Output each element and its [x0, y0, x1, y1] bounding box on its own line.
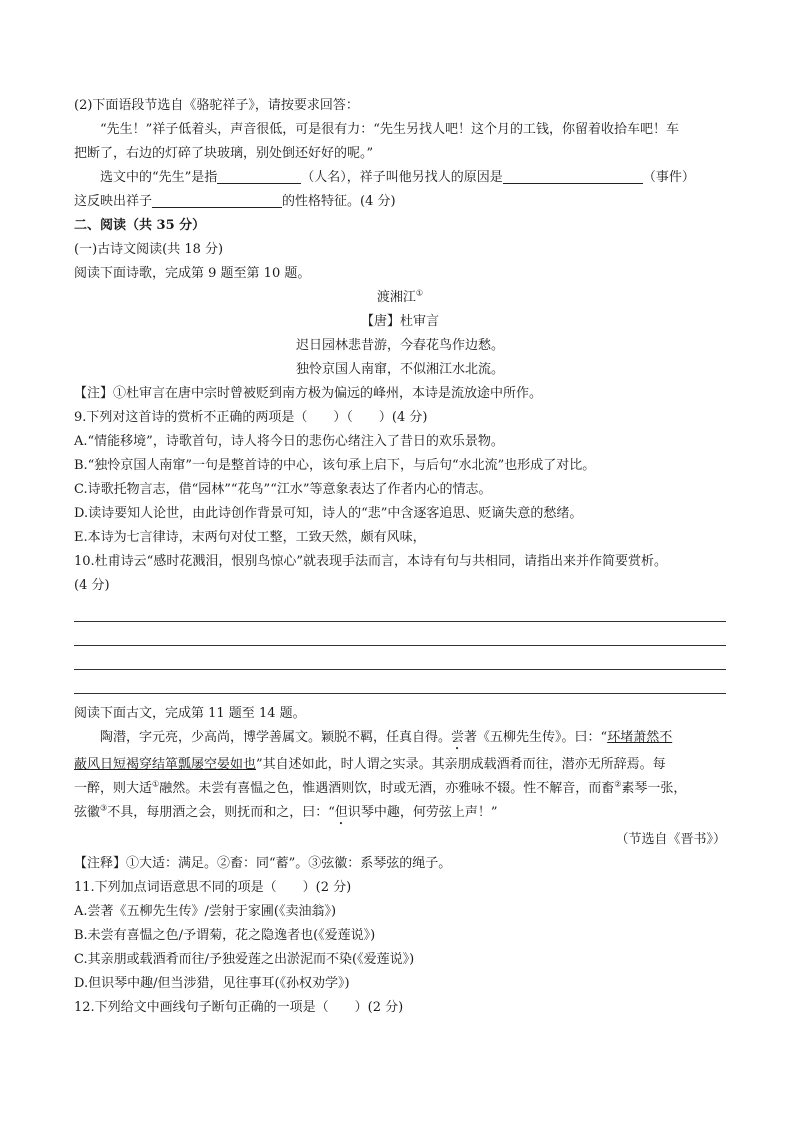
prose-dotted-word: 尝 — [451, 730, 465, 745]
answer-blank-name[interactable] — [217, 168, 301, 184]
prose-text: 识琴中趣，何劳弦上声！” — [347, 805, 498, 820]
prose-text: 陶潜，字元亮，少高尚，博学善属文。颖脱不羁，任真自得。 — [100, 730, 452, 745]
prose-dotted-word: 但 — [334, 805, 348, 820]
q9-option-c: C.诗歌托物言志，借“园林”“花鸟”“江水”等意象表达了作者内心的情志。 — [74, 482, 492, 497]
exam-page — [74, 94, 726, 1020]
q2-passage-line-1: “先生！”祥子低着头，声音很低，可是很有力：“先生另找人吧！这个月的工钱，你留着收拾车吧！车 — [100, 122, 679, 137]
prose-underlined-sentence: 环堵萧然不 — [607, 730, 673, 745]
poem-title-note: ① — [415, 288, 424, 298]
q2-question-c: （事件） — [642, 170, 695, 185]
answer-blank-trait[interactable] — [152, 192, 282, 208]
q9-option-b: B.“独怜京国人南窜”一句是整首诗的中心，该句承上启下，与后句“水北流”也形成了对比。 — [74, 458, 596, 473]
q2-question-d: 这反映出祥子 — [74, 194, 153, 209]
q2-question-e: 的性格特征。(4 分) — [282, 194, 396, 209]
prose-source: （节选自《晋书》） — [615, 832, 726, 847]
q10-points: (4 分) — [74, 578, 110, 593]
q9-option-d: D.读诗要知人论世，由此诗创作背景可知，诗人的“悲”中含逐客追思、贬谪失意的愁绪。 — [74, 506, 583, 521]
prose-instruction: 阅读下面古文，完成第 11 题至 14 题。 — [74, 706, 306, 721]
q2-question-line-2 — [74, 190, 726, 214]
section-2-subtitle: (一)古诗文阅读(共 18 分) — [74, 242, 224, 257]
poem-title: 渡湘江 — [376, 290, 416, 305]
footnote-mark: ② — [614, 779, 622, 789]
prose-line-1 — [74, 726, 726, 753]
answer-line-4[interactable] — [74, 670, 726, 694]
prose-notes: 【注释】①大适：满足。②畜：同“蓄”。③弦徽：系琴弦的绳子。 — [74, 856, 452, 871]
q9-option-a: A.“情能移境”，诗歌首句，诗人将今日的悲伤心绪注入了昔日的欢乐景物。 — [74, 434, 504, 449]
q2-intro: (2)下面语段节选自《骆驼祥子》，请按要求回答： — [74, 98, 359, 113]
q2-question-b: （人名），祥子叫他另找人的原因是 — [301, 170, 503, 185]
prose-text: 素琴一张， — [621, 781, 687, 796]
q2-passage-line-2: 把断了，右边的灯碎了块玻璃，别处倒还好好的呢。” — [74, 146, 374, 161]
poem-line-1: 迟日园林悲昔游，今春花鸟作边愁。 — [295, 338, 504, 353]
q11-option-a: A.尝著《五柳先生传》/尝射于家圃(《卖油翁》) — [74, 904, 337, 919]
poem-title-line — [74, 286, 726, 310]
poem-note: 【注】①杜审言在唐中宗时曾被贬到南方极为偏远的峰州，本诗是流放途中所作。 — [74, 386, 543, 401]
prose-underlined-sentence: 蔽风日短褐穿结箪瓢屡空晏如也 — [74, 757, 257, 772]
q11-option-b: B.未尝有喜愠之色/予谓菊，花之隐逸者也(《爱莲说》) — [74, 928, 376, 943]
q9-stem: 9.下列对这首诗的赏析不正确的两项是（ ）（ ）(4 分) — [74, 410, 428, 425]
prose-text: ”其自述如此，时人谓之实录。其亲朋成载酒肴而往，潜亦无所辞焉。每 — [256, 757, 666, 772]
poem-instruction: 阅读下面诗歌，完成第 9 题至第 10 题。 — [74, 266, 311, 281]
prose-text: 不具，每朋酒之会，则抚而和之，曰：“ — [107, 805, 335, 820]
answer-blank-event[interactable] — [503, 168, 643, 184]
q11-stem: 11.下列加点词语意思不同的项是（ ）(2 分) — [74, 880, 352, 895]
q11-option-d: D.但识琴中趣/但当涉猎，见往事耳(《孙权劝学》) — [74, 976, 350, 991]
footnote-mark: ③ — [100, 803, 108, 813]
prose-text: 融然。未尝有喜愠之色，惟遇酒则饮，时或无酒，亦雅咏不辍。性不解音，而畜 — [159, 781, 615, 796]
answer-line-3[interactable] — [74, 646, 726, 670]
footnote-mark: ① — [152, 779, 160, 789]
prose-line-2 — [74, 753, 726, 777]
answer-line-2[interactable] — [74, 622, 726, 646]
prose-line-4 — [74, 801, 726, 828]
q2-question-a: 选文中的“先生”是指 — [100, 170, 218, 185]
q2-question-line-1 — [74, 166, 726, 190]
poem-author: 【唐】杜审言 — [360, 314, 439, 329]
prose-text: 著《五柳先生传》。曰：“ — [464, 730, 608, 745]
q11-option-c: C.其亲朋或载酒肴而往/予独爱莲之出淤泥而不染(《爱莲说》) — [74, 952, 415, 967]
answer-line-1[interactable] — [74, 598, 726, 622]
prose-text: 一醉，则大适 — [74, 781, 153, 796]
section-2-title: 二、阅读（共 35 分） — [74, 218, 206, 233]
prose-text: 弦徽 — [74, 805, 101, 820]
prose-line-3 — [74, 777, 726, 801]
q12-stem: 12.下列给文中画线句子断句正确的一项是（ ）(2 分) — [74, 1000, 404, 1015]
poem-line-2: 独怜京国人南窜，不似湘江水北流。 — [295, 362, 504, 377]
q9-option-e: E.本诗为七言律诗，末两句对仗工整，工致天然，颇有风味， — [74, 530, 426, 545]
q10-stem: 10.杜甫诗云“感时花溅泪，恨别鸟惊心”就表现手法而言，本诗有句与共相同，请指出来并作简要赏析。 — [74, 554, 667, 569]
